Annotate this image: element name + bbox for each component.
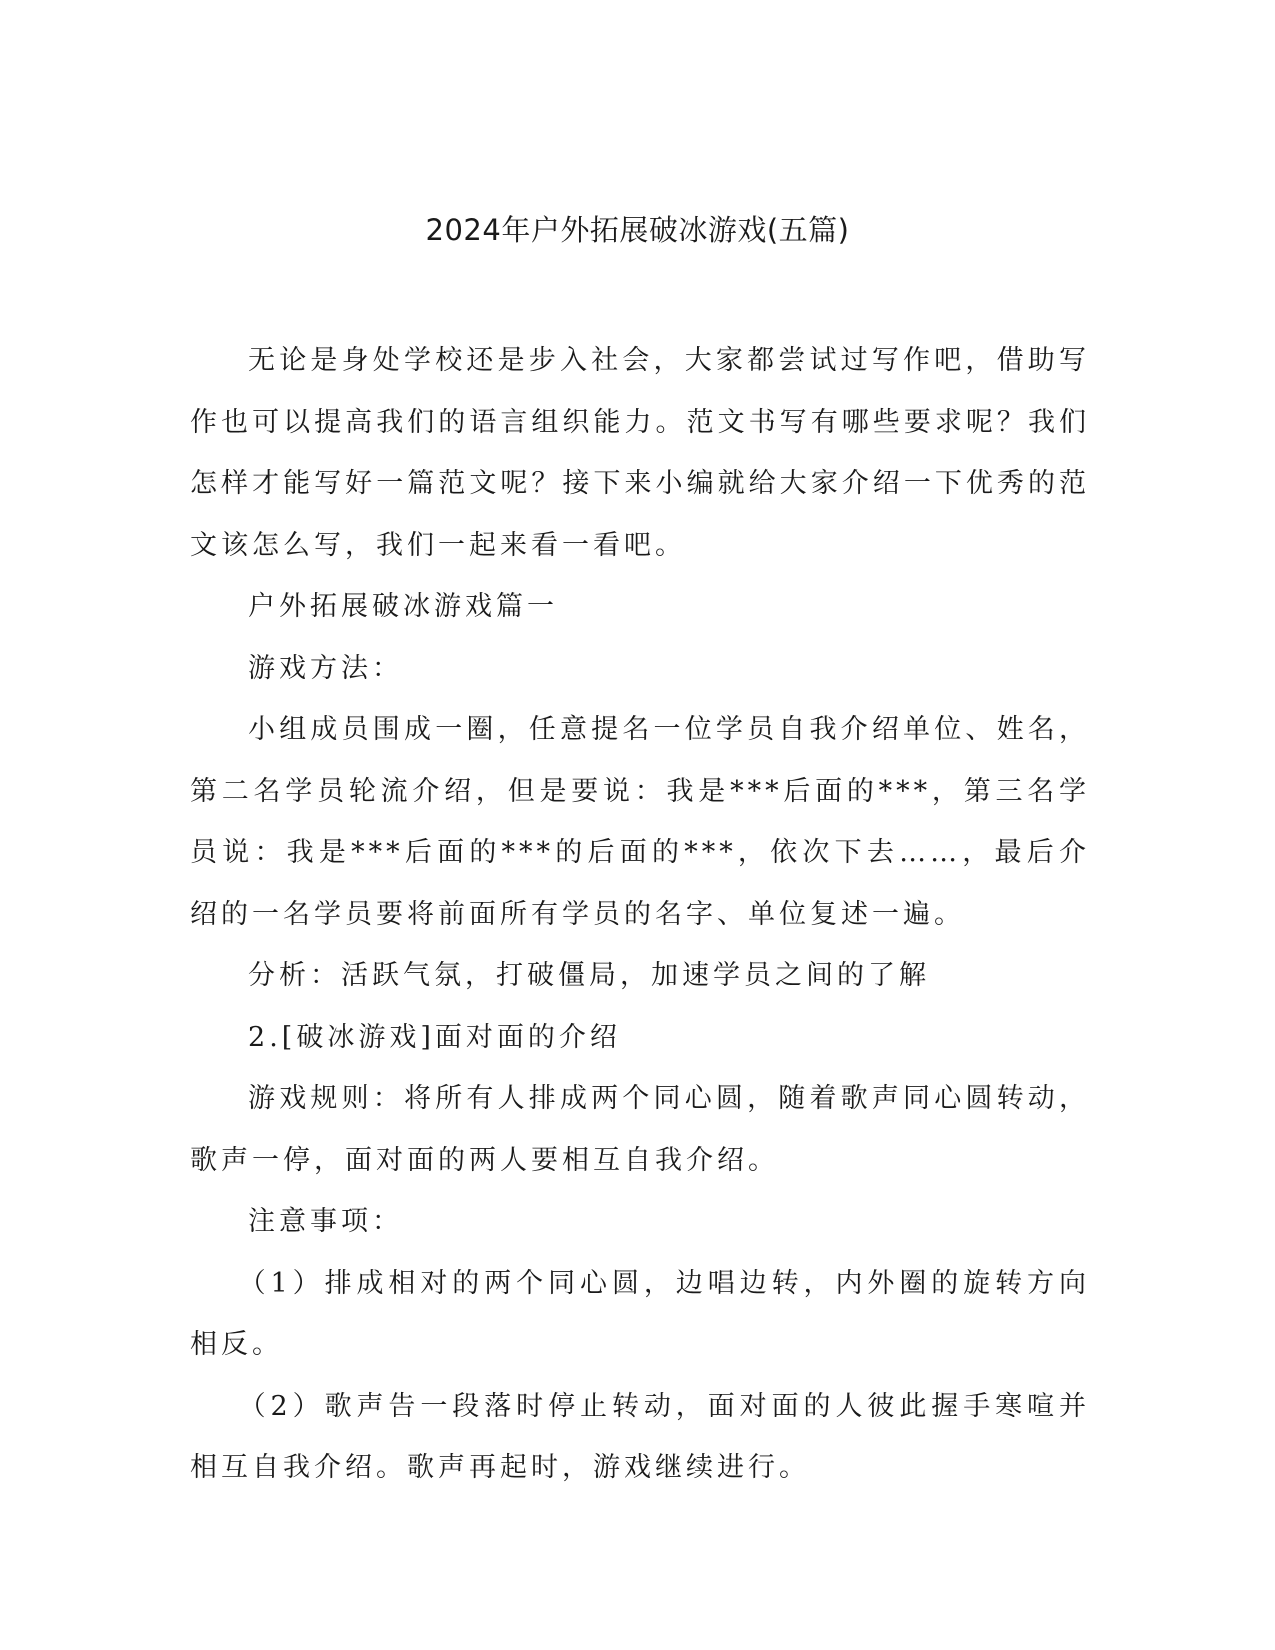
section-heading: 户外拓展破冰游戏篇一 [248, 591, 559, 622]
note-item-2: （2）歌声告一段落时停止转动，面对面的人彼此握手寒喧并相互自我介绍。歌声再起时，游戏继续进行。 [190, 1390, 1090, 1483]
notes-label: 注意事项： [248, 1206, 404, 1237]
note-item-1: （1）排成相对的两个同心圆，边唱边转，内外圈的旋转方向相反。 [190, 1267, 1090, 1360]
document-body [190, 330, 1090, 1499]
analysis-paragraph: 分析：活跃气氛，打破僵局，加速学员之间的了解 [248, 960, 931, 991]
game-method-paragraph: 小组成员围成一圈，任意提名一位学员自我介绍单位、姓名，第二名学员轮流介绍，但是要说：我是***后面的***，第三名学员说：我是***后面的***的后面的***，依次下去……，最后介绍的一名学员要将前面所有学员的名字、单位复述一遍。 [190, 714, 1090, 930]
game-rules-paragraph: 游戏规则：将所有人排成两个同心圆，随着歌声同心圆转动，歌声一停，面对面的两人要相互自我介绍。 [190, 1083, 1090, 1176]
game-method-label: 游戏方法： [248, 652, 404, 684]
subsection-heading: 2.[破冰游戏]面对面的介绍 [248, 1021, 621, 1053]
document-title: 2024年户外拓展破冰游戏(五篇) [425, 213, 850, 247]
intro-paragraph: 无论是身处学校还是步入社会，大家都尝试过写作吧，借助写作也可以提高我们的语言组织能力。范文书写有哪些要求呢？我们怎样才能写好一篇范文呢？接下来小编就给大家介绍一下优秀的范文该怎么写，我们一起来看一看吧。 [190, 345, 1090, 561]
